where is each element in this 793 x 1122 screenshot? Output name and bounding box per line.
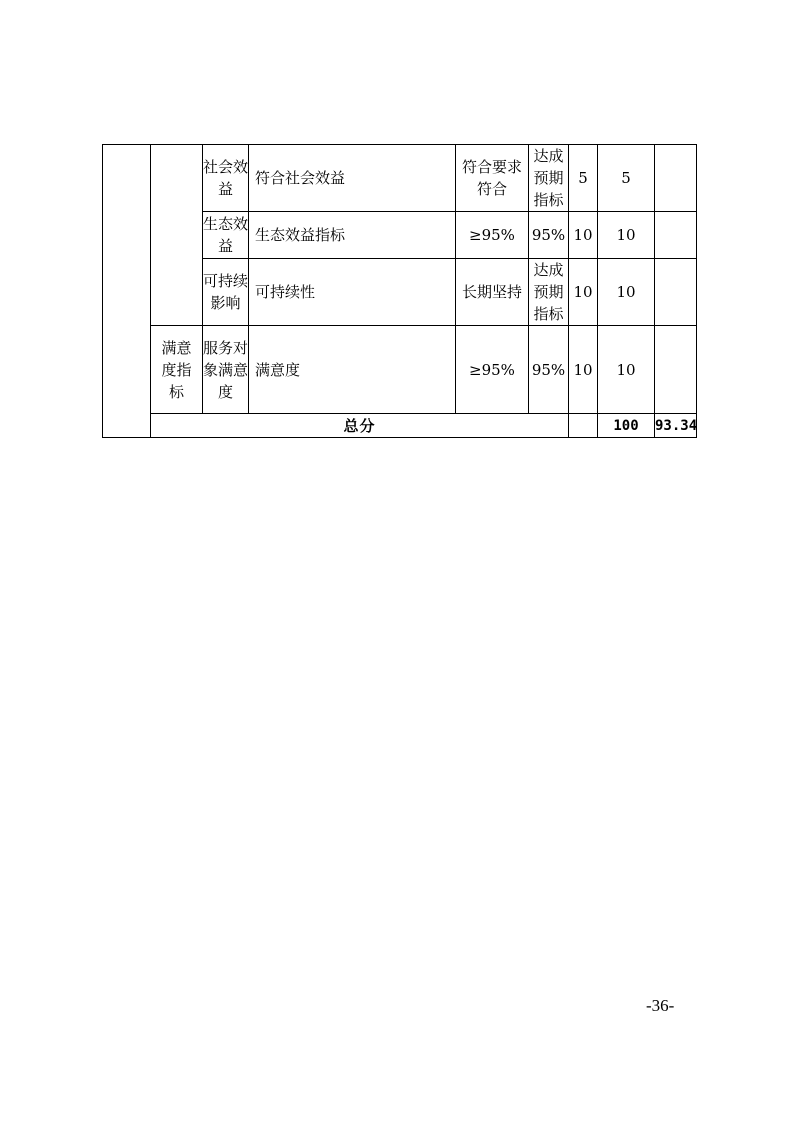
total-score-cell: 93.34: [655, 414, 697, 438]
weight-cell: 10: [569, 259, 598, 326]
weight-cell: 5: [569, 145, 598, 212]
actual-cell: 95%: [529, 326, 569, 414]
target-cell: 符合要求符合: [456, 145, 529, 212]
target-cell: 长期坚持: [456, 259, 529, 326]
sub-indicator-cell: 可持续影响: [203, 259, 249, 326]
remark-cell: [655, 212, 697, 259]
content-cell: 符合社会效益: [249, 145, 456, 212]
total-actual-cell: [569, 414, 598, 438]
page-number: -36-: [646, 996, 675, 1015]
table-row: [103, 326, 697, 414]
score-cell: 5: [598, 145, 655, 212]
remark-cell: [655, 145, 697, 212]
performance-table: [102, 144, 697, 438]
content-cell: 满意度: [249, 326, 456, 414]
sub-indicator-cell: 社会效益: [203, 145, 249, 212]
target-cell: ≥95%: [456, 212, 529, 259]
content-cell: 可持续性: [249, 259, 456, 326]
remark-cell: [655, 259, 697, 326]
weight-cell: 10: [569, 326, 598, 414]
score-cell: 10: [598, 326, 655, 414]
content-cell: 生态效益指标: [249, 212, 456, 259]
level2-indicator-cell: [151, 145, 203, 326]
score-cell: 10: [598, 212, 655, 259]
target-cell: ≥95%: [456, 326, 529, 414]
actual-cell: 达成预期指标: [529, 259, 569, 326]
total-weight-cell: 100: [598, 414, 655, 438]
total-label: 总分: [151, 414, 569, 438]
sub-indicator-cell: 生态效益: [203, 212, 249, 259]
table-row: [103, 145, 697, 212]
score-cell: 10: [598, 259, 655, 326]
actual-cell: 95%: [529, 212, 569, 259]
total-row: [103, 414, 697, 438]
actual-cell: 达成预期指标: [529, 145, 569, 212]
level1-indicator-cell: [103, 145, 151, 438]
weight-cell: 10: [569, 212, 598, 259]
category-cell: 满意度指标: [151, 326, 203, 414]
sub-indicator-cell: 服务对象满意度: [203, 326, 249, 414]
remark-cell: [655, 326, 697, 414]
